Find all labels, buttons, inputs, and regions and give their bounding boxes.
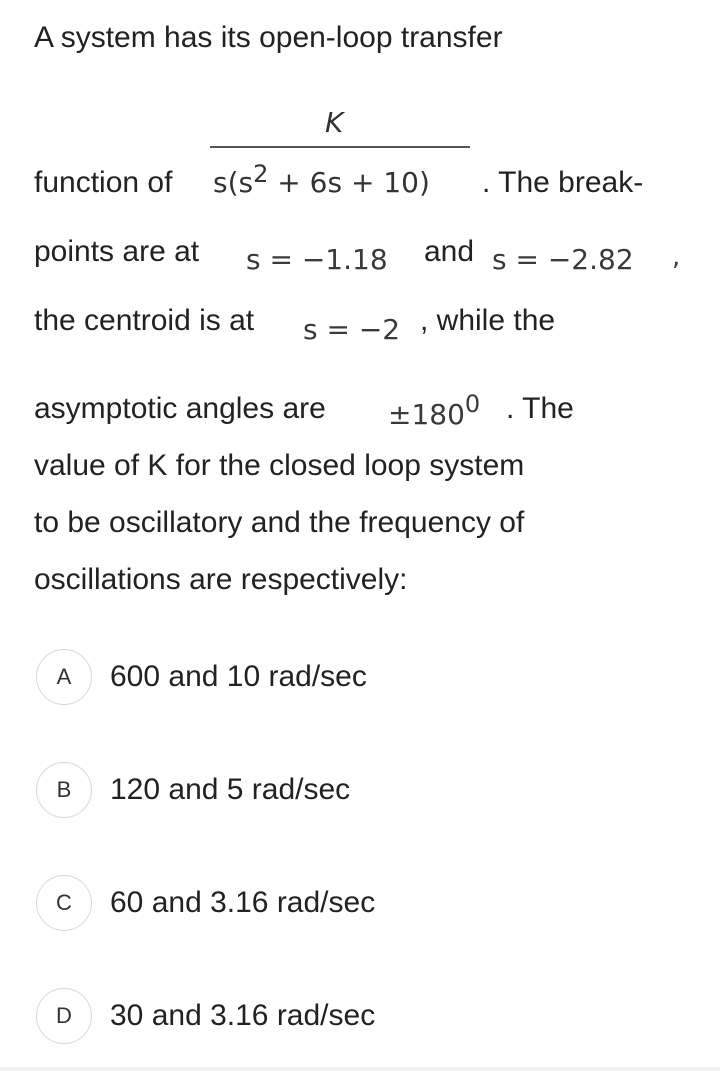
question-line-6: value of K for the closed loop system xyxy=(34,449,525,482)
option-c-badge: C xyxy=(36,875,92,931)
tf-denominator xyxy=(213,160,430,199)
breakpoint-1: s = −1.18 xyxy=(246,243,388,276)
breakpoint-comma: , xyxy=(672,242,681,272)
option-d[interactable] xyxy=(36,986,676,1046)
option-a-badge: A xyxy=(36,649,92,705)
option-a-text: 600 and 10 rad/sec xyxy=(110,660,367,693)
tf-denominator-exp: 2 xyxy=(253,160,269,188)
option-d-text: 30 and 3.16 rad/sec xyxy=(110,999,376,1032)
option-b-badge: B xyxy=(36,762,92,818)
question-line-2-prefix: function of xyxy=(34,166,173,199)
question-line-1: A system has its open-loop transfer xyxy=(34,21,503,54)
question-line-7: to be oscillatory and the frequency of xyxy=(34,506,525,539)
asymptote-angle xyxy=(388,390,481,431)
question-line-2-suffix: . The break- xyxy=(482,166,644,199)
question-line-4-suffix: , while the xyxy=(420,304,556,337)
option-c[interactable] xyxy=(36,873,676,933)
question-line-5-prefix: asymptotic angles are xyxy=(34,392,326,425)
tf-fraction-bar xyxy=(210,146,470,148)
centroid-value: s = −2 xyxy=(303,313,401,346)
tf-numerator: K xyxy=(325,106,344,139)
asymptote-angle-degree: 0 xyxy=(464,390,481,418)
question-line-3-mid: and xyxy=(424,235,475,268)
option-b-text: 120 and 5 rad/sec xyxy=(110,773,351,806)
bottom-divider xyxy=(0,1067,720,1071)
option-c-text: 60 and 3.16 rad/sec xyxy=(110,886,376,919)
option-a[interactable] xyxy=(36,647,676,707)
tf-denominator-a: s(s xyxy=(213,166,254,199)
question-line-3-prefix: points are at xyxy=(34,235,200,268)
breakpoint-2: s = −2.82 xyxy=(492,243,634,276)
option-d-badge: D xyxy=(36,988,92,1044)
option-b[interactable] xyxy=(36,760,676,820)
question-line-4-prefix: the centroid is at xyxy=(34,304,255,337)
question-line-5-suffix: . The xyxy=(506,392,574,425)
tf-denominator-b: + 6s + 10) xyxy=(268,166,430,199)
asymptote-angle-value: ±180 xyxy=(388,398,465,431)
question-line-8: oscillations are respectively: xyxy=(34,563,408,596)
